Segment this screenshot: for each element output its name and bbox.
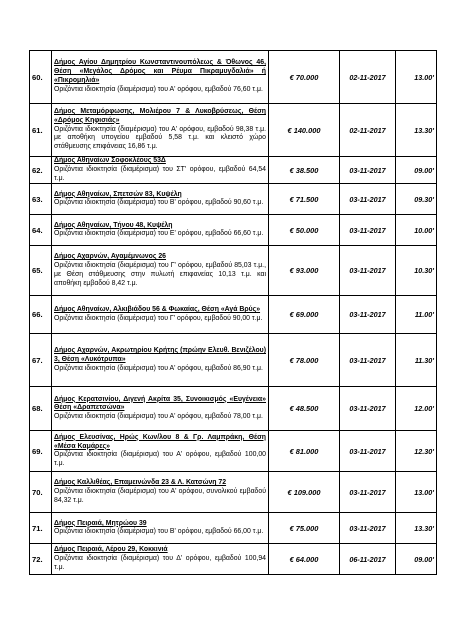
table-row bbox=[30, 246, 437, 296]
auction-date: 03-11-2017 bbox=[340, 431, 396, 472]
auction-date: 03-11-2017 bbox=[340, 157, 396, 184]
property-description bbox=[52, 334, 269, 387]
row-number: 62. bbox=[30, 157, 52, 184]
table-row bbox=[30, 296, 437, 334]
price: € 38.500 bbox=[269, 157, 340, 184]
auction-date: 03-11-2017 bbox=[340, 513, 396, 544]
property-title: Δήμος Ελευσίνας, Ηρώς Κων/λου 8 & Γρ. Λαμπράκη, Θέση «Μέσα Καμάρες» bbox=[54, 433, 266, 450]
property-description bbox=[52, 387, 269, 431]
auction-time: 10.30' bbox=[396, 246, 437, 296]
table-row bbox=[30, 157, 437, 184]
table-row bbox=[30, 431, 437, 472]
auction-time: 11.00' bbox=[396, 296, 437, 334]
property-details: Οριζόντια ιδιοκτησία (διαμέρισμα) του Α' ορόφου, συνολικού εμβαδού 84,32 τ.μ. bbox=[54, 487, 266, 504]
auction-time: 13.00' bbox=[396, 51, 437, 104]
auction-date: 03-11-2017 bbox=[340, 215, 396, 246]
property-description bbox=[52, 215, 269, 246]
auction-date: 02-11-2017 bbox=[340, 104, 396, 157]
property-title: Δήμος Αγίου Δημητρίου Κωνσταντινουπόλεως & Όθωνος 46, Θέση «Μεγάλος Δρόμος και Ρέυμα Πικραμυγδαλιά» ή «Πικρομηλιά» bbox=[54, 59, 266, 84]
auction-time: 09.30' bbox=[396, 184, 437, 215]
property-description bbox=[52, 104, 269, 157]
price: € 50.000 bbox=[269, 215, 340, 246]
price: € 109.000 bbox=[269, 472, 340, 513]
row-number: 68. bbox=[30, 387, 52, 431]
auction-date: 03-11-2017 bbox=[340, 246, 396, 296]
auction-date: 03-11-2017 bbox=[340, 296, 396, 334]
table-row bbox=[30, 184, 437, 215]
property-details: Οριζόντια ιδιοκτησία (διαμέρισμα) του Γ' ορόφου, εμβαδού 85,03 τ.μ., με Θέση στάθμευσης στην πυλωτή επιφανείας 10,13 τ.μ. και αποθήκη εμβαδού 8,42 τ.μ. bbox=[54, 262, 266, 287]
property-title: Δήμος Αθηναίων Σοφοκλέους 53Δ bbox=[54, 157, 166, 164]
row-number: 61. bbox=[30, 104, 52, 157]
auction-time: 13.00' bbox=[396, 472, 437, 513]
table-row bbox=[30, 334, 437, 387]
table-row bbox=[30, 472, 437, 513]
price: € 70.000 bbox=[269, 51, 340, 104]
price: € 93.000 bbox=[269, 246, 340, 296]
property-details: Οριζόντια ιδιοκτησία (διαμέρισμα) του Ε' ορόφου, εμβαδού 66,60 τ.μ. bbox=[54, 230, 264, 238]
auction-time: 09.00' bbox=[396, 544, 437, 575]
table-row bbox=[30, 104, 437, 157]
auction-date: 03-11-2017 bbox=[340, 472, 396, 513]
property-description bbox=[52, 544, 269, 575]
table-row bbox=[30, 215, 437, 246]
row-number: 69. bbox=[30, 431, 52, 472]
price: € 78.000 bbox=[269, 334, 340, 387]
property-title: Δήμος Πειραιά, Μητρώου 39 bbox=[54, 519, 147, 527]
property-details: Οριζόντια ιδιοκτησία (διαμέρισμα) του Α' ορόφου, εμβαδού 98,38 τ.μ. με αποθήκη υπογείου εμβαδού 5,58 τ.μ. και κλειστό χώρο στάθμευσης επιφάνειας 16,86 τ.μ. bbox=[54, 125, 266, 151]
property-title: Δήμος Αθηναίων, Σπετσών 83, Κυψέλη bbox=[54, 190, 182, 198]
auction-time: 11.30' bbox=[396, 334, 437, 387]
row-number: 66. bbox=[30, 296, 52, 334]
row-number: 70. bbox=[30, 472, 52, 513]
property-description bbox=[52, 472, 269, 513]
table-row bbox=[30, 387, 437, 431]
property-title: Δήμος Αθηναίων, Αλκιβιάδου 56 & Φωκαίας, Θέση «Αγά Βρύς» bbox=[54, 306, 261, 314]
auction-table bbox=[29, 50, 437, 575]
auction-time: 09.00' bbox=[396, 157, 437, 184]
table-row bbox=[30, 513, 437, 544]
property-description bbox=[52, 184, 269, 215]
property-description bbox=[52, 157, 269, 184]
property-description bbox=[52, 296, 269, 334]
property-details: Οριζόντια ιδιοκτησία (διαμέρισμα) του Β' ορόφου, εμβαδού 66,00 τ.μ. bbox=[54, 528, 264, 536]
price: € 64.000 bbox=[269, 544, 340, 575]
row-number: 71. bbox=[30, 513, 52, 544]
auction-time: 10.00' bbox=[396, 215, 437, 246]
price: € 75.000 bbox=[269, 513, 340, 544]
auction-date: 03-11-2017 bbox=[340, 334, 396, 387]
auction-date: 02-11-2017 bbox=[340, 51, 396, 104]
property-title: Δήμος Αθηναίων, Τήνου 48, Κυψέλη bbox=[54, 221, 173, 229]
auction-date: 03-11-2017 bbox=[340, 184, 396, 215]
property-title: Δήμος Αχαρνών, Αγαμέμνωνος 26 bbox=[54, 253, 167, 261]
property-details: Οριζόντια ιδιοκτησία (διαμέρισμα) του Γ' ορόφου, εμβαδού 90,00 τ.μ. bbox=[54, 314, 263, 322]
property-title: Δήμος Κερατσινίου, Διγενή Ακρίτα 35, Συνοικισμός «Ευγένεια» Θέση «Δραπετσώνα» bbox=[54, 395, 266, 412]
price: € 48.500 bbox=[269, 387, 340, 431]
row-number: 65. bbox=[30, 246, 52, 296]
auction-time: 13.30' bbox=[396, 513, 437, 544]
auction-time: 12.30' bbox=[396, 431, 437, 472]
property-title: Δήμος Αχαρνών, Ακρωτηρίου Κρήτης (πρώην Ελευθ. Βενιζέλου) 3, Θέση «Λυκότρυπα» bbox=[54, 347, 266, 363]
auction-date: 06-11-2017 bbox=[340, 544, 396, 575]
property-description bbox=[52, 246, 269, 296]
price: € 81.000 bbox=[269, 431, 340, 472]
table-row bbox=[30, 544, 437, 575]
price: € 140.000 bbox=[269, 104, 340, 157]
property-description bbox=[52, 51, 269, 104]
row-number: 63. bbox=[30, 184, 52, 215]
row-number: 60. bbox=[30, 51, 52, 104]
row-number: 64. bbox=[30, 215, 52, 246]
property-details: Οριζόντια ιδιοκτησία (διαμέρισμα) του Α' ορόφου, εμβαδού 76,60 τ.μ. bbox=[54, 85, 263, 93]
price: € 69.000 bbox=[269, 296, 340, 334]
row-number: 72. bbox=[30, 544, 52, 575]
property-title: Δήμος Καλλιθέας, Επαμεινώνδα 23 & Λ. Κατσώνη 72 bbox=[54, 479, 227, 487]
row-number: 67. bbox=[30, 334, 52, 387]
property-description bbox=[52, 513, 269, 544]
auction-date: 03-11-2017 bbox=[340, 387, 396, 431]
table-row bbox=[30, 51, 437, 104]
auction-time: 13.30' bbox=[396, 104, 437, 157]
property-title: Δήμος Πειραιά, Λέρου 29, Κοκκινιά bbox=[54, 546, 168, 554]
property-details: Οριζόντια ιδιοκτησία (διαμέρισμα) του Δ' ορόφου, εμβαδού 100,94 τ.μ. bbox=[54, 554, 266, 571]
property-details: Οριζόντια ιδιοκτησία (διαμέρισμα) του Α' ορόφου, εμβαδού 100,00 τ.μ. bbox=[54, 451, 266, 468]
property-description bbox=[52, 431, 269, 472]
auction-time: 12.00' bbox=[396, 387, 437, 431]
property-details: Οριζόντια ιδιοκτησία (διαμέρισμα) του Α' ορόφου, εμβαδού 86,90 τ.μ. bbox=[54, 364, 263, 372]
property-details: Οριζόντια ιδιοκτησία (διαμέρισμα) του ΣΤ' ορόφου, εμβαδού 64,54 τ.μ. bbox=[54, 165, 266, 182]
price: € 71.500 bbox=[269, 184, 340, 215]
property-details: Οριζόντια ιδιοκτησία (διαμέρισμα) του Β' ορόφου, εμβαδού 90,60 τ.μ. bbox=[54, 199, 264, 207]
property-details: Οριζόντια ιδιοκτησία (διαμέρισμα) του Α' ορόφου, εμβαδού 78,00 τ.μ. bbox=[54, 413, 263, 421]
property-title: Δήμος Μεταμόρφωσης, Μολιέρου 7 & Λυκοβρύσεως, Θέση «Δρόμος Κηφισιάς» bbox=[54, 108, 266, 124]
